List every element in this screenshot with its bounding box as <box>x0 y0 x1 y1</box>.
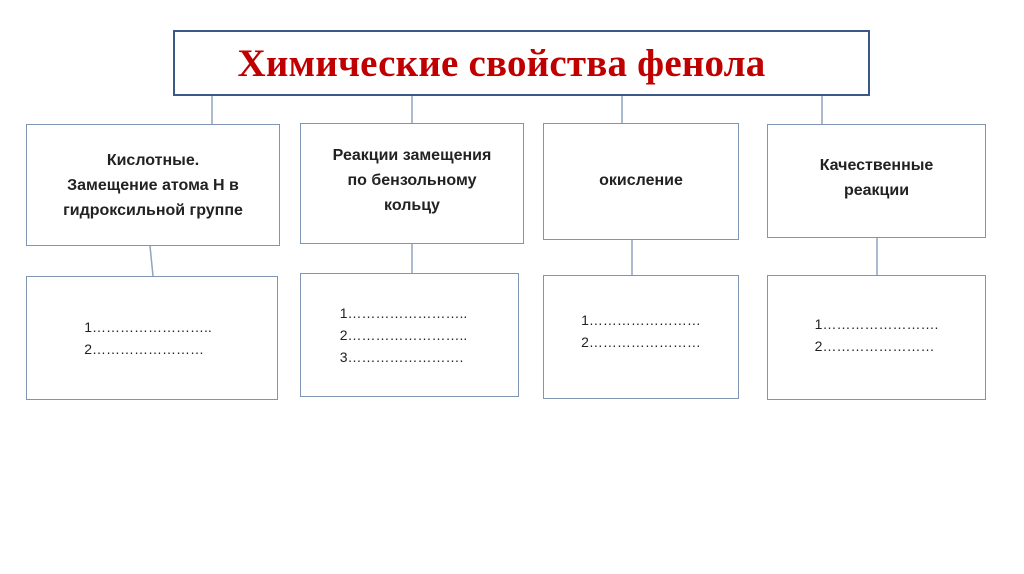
list-item: 3……………………. <box>339 349 464 365</box>
items-list <box>815 313 939 357</box>
category-label-line: Кислотные. <box>106 151 200 169</box>
list-item: 1…………………… <box>581 312 701 328</box>
category-box-acidic <box>26 124 280 246</box>
category-box-qualitative <box>767 124 986 238</box>
items-box-substitution <box>300 273 519 397</box>
list-item: 1…………………….. <box>339 305 468 321</box>
category-label-substitution <box>327 143 498 218</box>
items-box-acidic <box>26 276 278 400</box>
category-label-line: реакции <box>843 182 910 199</box>
category-label-line: по бензольному <box>347 172 477 189</box>
list-item: 2…………………… <box>84 341 204 357</box>
category-label-line: окисление <box>599 172 683 189</box>
category-label-acidic <box>57 148 249 223</box>
category-label-line: Реакции замещения <box>332 147 492 164</box>
list-item: 2…………………… <box>814 337 935 354</box>
list-item: 1…………………….. <box>84 319 212 335</box>
list-item: 2…………………… <box>581 334 701 350</box>
category-label-line: гидроксильной группе <box>63 201 243 219</box>
items-box-oxidation <box>543 275 739 399</box>
category-label-line: Качественные <box>819 157 934 174</box>
category-label-oxidation <box>593 168 689 193</box>
title-box <box>173 30 870 96</box>
connector-cat1-items1 <box>150 246 153 276</box>
items-list <box>581 309 701 353</box>
list-item: 2…………………….. <box>339 327 468 343</box>
diagram-title: Химические свойства фенола <box>237 41 766 85</box>
items-list <box>84 316 212 360</box>
category-box-substitution <box>300 123 524 244</box>
category-label-qualitative <box>814 153 940 203</box>
category-label-line: кольцу <box>384 197 440 214</box>
category-label-line: Замещение атома Н в <box>67 176 239 194</box>
items-list <box>340 302 468 368</box>
category-box-oxidation <box>543 123 739 240</box>
items-box-qualitative <box>767 275 986 400</box>
list-item: 1……………………. <box>814 315 939 332</box>
